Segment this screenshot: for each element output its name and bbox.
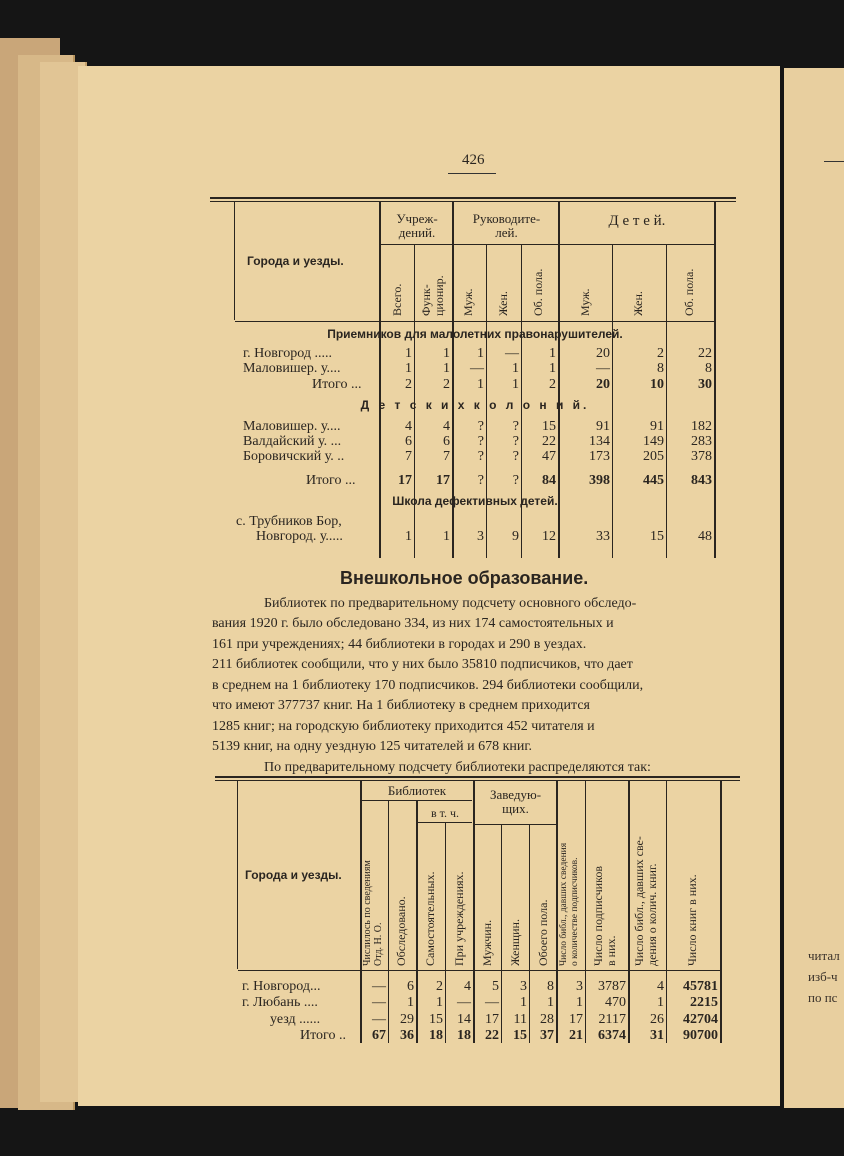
table2-row-name: Итого .. xyxy=(300,1028,346,1043)
table2-cell: 1 xyxy=(520,995,527,1010)
table1-cell: 33 xyxy=(596,529,610,544)
table1-cell: 1 xyxy=(405,529,412,544)
section-heading: Внешкольное образование. xyxy=(340,568,589,588)
table2-sub-header: Число подписчиков в них. xyxy=(591,866,618,966)
table2-cell: 28 xyxy=(540,1012,554,1027)
table2-cell: 15 xyxy=(513,1028,527,1043)
table1-sub-header: Жен. xyxy=(496,291,510,316)
table1-cell: ? xyxy=(512,419,519,434)
table1-cell: 9 xyxy=(512,529,519,544)
table2-cell: 17 xyxy=(485,1012,499,1027)
table2-cell: 36 xyxy=(400,1028,414,1043)
table1-cell: 48 xyxy=(698,529,712,544)
table1-cell: 2 xyxy=(443,377,450,392)
table2-cell: 1 xyxy=(576,995,583,1010)
table1-row-name: Маловишер. у.... xyxy=(243,419,341,434)
table2-cell: — xyxy=(372,995,386,1010)
right-page-text: изб-ч xyxy=(808,969,838,984)
paragraph-line: Библиотек по предварительному подсчету основного обследо- xyxy=(264,596,637,611)
table2-cell: 5 xyxy=(492,979,499,994)
table1-cell: 1 xyxy=(443,361,450,376)
table1-cell: 3 xyxy=(477,529,484,544)
table2-group-managers: Заведую- щих. xyxy=(489,787,542,816)
table1-cell: 8 xyxy=(705,361,712,376)
table2-cell: 3 xyxy=(576,979,583,994)
table1-cell: 7 xyxy=(405,449,412,464)
table2-row-name: г. Любань .... xyxy=(242,995,318,1010)
table1-cell: 22 xyxy=(698,346,712,361)
table2-row-name: уезд ...... xyxy=(270,1012,321,1027)
paragraph-line: 5139 книг, на одну уездную 125 читателей и 678 книг. xyxy=(212,739,533,754)
table2-cell: 1 xyxy=(407,995,414,1010)
right-page-text: по пс xyxy=(808,990,838,1005)
table1-cell: 6 xyxy=(443,434,450,449)
table1-cell: 134 xyxy=(589,434,610,449)
table2-cell: 18 xyxy=(429,1028,443,1043)
table1-cell: ? xyxy=(477,449,484,464)
table2-sub-header: Число книг в них. xyxy=(685,874,699,966)
table1-cell: 1 xyxy=(512,377,519,392)
table2-cell: 18 xyxy=(457,1028,471,1043)
table1-cell: 2 xyxy=(657,346,664,361)
table1-cell: 15 xyxy=(650,529,664,544)
table2-sub-header: Женщин. xyxy=(508,919,522,966)
table2-cell: 90700 xyxy=(683,1028,718,1043)
table1-cell: 4 xyxy=(405,419,412,434)
table1-group-institutions: Учреж- дений. xyxy=(396,211,438,240)
page-number-rule xyxy=(448,173,496,174)
table2-cell: 1 xyxy=(657,995,664,1010)
table1-cell: 378 xyxy=(691,449,712,464)
table2-sub-header: Число библ., давших све- дения о колич. книг. xyxy=(632,836,659,966)
table1-section-title: Д е т с к и х к о л о н и й. xyxy=(360,398,590,412)
table1-cell: 843 xyxy=(691,473,712,488)
table2-sub-header: Обоего пола. xyxy=(536,899,550,966)
table1-cell: 30 xyxy=(698,377,712,392)
table1-cell: 1 xyxy=(477,346,484,361)
table1-cell: 1 xyxy=(405,346,412,361)
table1-row-name: Итого ... xyxy=(306,473,356,488)
table2-sub-header: Обследовано. xyxy=(394,896,408,966)
paragraph-line: что имеют 377737 книг. На 1 библиотеку в среднем приходится xyxy=(212,698,590,713)
table1-sub-header: Муж. xyxy=(578,288,592,316)
table2-cell: 3787 xyxy=(598,979,626,994)
table1-cell: 2 xyxy=(549,377,556,392)
table1-col-head: Города и уезды. xyxy=(247,254,344,268)
table1-cell: 8 xyxy=(657,361,664,376)
table2-cell: 8 xyxy=(547,979,554,994)
table1-cell: 1 xyxy=(443,529,450,544)
table1-cell: 7 xyxy=(443,449,450,464)
table2-cell: 4 xyxy=(657,979,664,994)
right-page-text: читал xyxy=(808,948,840,963)
table1-cell: ? xyxy=(512,449,519,464)
paragraph-line: в среднем на 1 библиотеку 170 подписчиков. 294 библиотеки сообщили, xyxy=(212,678,644,693)
table1-cell: 283 xyxy=(691,434,712,449)
table1-cell: 22 xyxy=(542,434,556,449)
paragraph-line: 1285 книг; на городскую библиотеку приходится 452 читателя и xyxy=(212,719,595,734)
table1-cell: 17 xyxy=(398,473,412,488)
table1-group-children: Д е т е й. xyxy=(608,213,666,229)
table2-cell: 6 xyxy=(407,979,414,994)
table2-cell: 11 xyxy=(513,1012,527,1027)
table1-sub-header: Об. пола. xyxy=(531,268,545,316)
table2-cell: 21 xyxy=(569,1028,583,1043)
paragraph-line: вания 1920 г. было обследовано 334, из них 174 самостоятельных и xyxy=(212,616,614,631)
table1-cell: 445 xyxy=(643,473,664,488)
table2-cell: — xyxy=(485,995,499,1010)
table2-cell: 26 xyxy=(650,1012,664,1027)
table2-cell: 1 xyxy=(547,995,554,1010)
table2-cell: 4 xyxy=(464,979,471,994)
table2-cell: 2 xyxy=(436,979,443,994)
paragraph-line: 161 при учреждениях; 44 библиотеки в городах и 290 в уездах. xyxy=(212,637,587,652)
table2-cell: 45781 xyxy=(683,979,718,994)
table2-group-incl: в т. ч. xyxy=(430,806,460,820)
table1-sub-header: Об. пола. xyxy=(682,268,696,316)
table1-cell: 4 xyxy=(443,419,450,434)
table1-cell: 2 xyxy=(405,377,412,392)
table1-section-title: Приемников для малолетних правонарушителей. xyxy=(327,327,623,341)
table1-cell: 20 xyxy=(596,346,610,361)
table1-sub-header: Функ- ционир. xyxy=(419,275,446,316)
table2-cell: 2215 xyxy=(690,995,718,1010)
table1-cell: — xyxy=(470,361,484,376)
table1-cell: ? xyxy=(477,473,484,488)
table2-sub-header: Мужчин. xyxy=(480,919,494,966)
table1-sub-header: Всего. xyxy=(390,283,404,316)
table1-sub-header: Жен. xyxy=(631,291,645,316)
table1-cell: 12 xyxy=(542,529,556,544)
table1-cell: 173 xyxy=(589,449,610,464)
table2-cell: 2117 xyxy=(598,1012,626,1027)
table1-cell: 91 xyxy=(596,419,610,434)
table1-row-name: с. Трубников Бор, xyxy=(236,514,342,529)
table1-cell: 15 xyxy=(542,419,556,434)
table1-cell: 91 xyxy=(650,419,664,434)
table1-cell: ? xyxy=(512,434,519,449)
table2-cell: 1 xyxy=(436,995,443,1010)
table1-section-title: Школа дефективных детей. xyxy=(392,494,558,508)
intro-line: По предварительному подсчету библиотеки распределяются так: xyxy=(264,760,651,775)
table1-cell: 84 xyxy=(542,473,556,488)
table1-cell: 1 xyxy=(443,346,450,361)
table2-cell: 3 xyxy=(520,979,527,994)
table1-cell: 1 xyxy=(405,361,412,376)
table2-cell: — xyxy=(372,979,386,994)
right-page xyxy=(784,68,844,1108)
table1-cell: 1 xyxy=(549,346,556,361)
table2-sub-header: При учреждениях. xyxy=(452,871,466,966)
table1-cell: 20 xyxy=(596,377,610,392)
table1-row-name: Итого ... xyxy=(312,377,362,392)
table2-cell: 17 xyxy=(569,1012,583,1027)
table1-row-name: Новгород. у..... xyxy=(256,529,343,544)
table1-cell: 1 xyxy=(549,361,556,376)
table1-cell: — xyxy=(596,361,610,376)
table2-cell: — xyxy=(457,995,471,1010)
table2-cell: 31 xyxy=(650,1028,664,1043)
table2-col-head: Города и уезды. xyxy=(245,868,342,882)
table2-cell: — xyxy=(372,1012,386,1027)
table1-cell: 17 xyxy=(436,473,450,488)
table1-cell: 205 xyxy=(643,449,664,464)
table1-sub-header: Муж. xyxy=(461,288,475,316)
table1-cell: 1 xyxy=(477,377,484,392)
table2-group-libraries: Библиотек xyxy=(387,783,447,798)
table2-cell: 22 xyxy=(485,1028,499,1043)
table1-row-name: г. Новгород ..... xyxy=(243,346,332,361)
table2-sub-header: Числилось по сведениям Отд. Н. О. xyxy=(362,860,384,966)
table2-row-name: г. Новгород... xyxy=(242,979,321,994)
table2-cell: 29 xyxy=(400,1012,414,1027)
table1-cell: ? xyxy=(512,473,519,488)
table1-cell: 1 xyxy=(512,361,519,376)
table1-cell: 182 xyxy=(691,419,712,434)
table1-cell: ? xyxy=(477,434,484,449)
table1-cell: — xyxy=(505,346,519,361)
table2-cell: 14 xyxy=(457,1012,471,1027)
table2-cell: 37 xyxy=(540,1028,554,1043)
table1-cell: 47 xyxy=(542,449,556,464)
paragraph-line: 211 библиотек сообщили, что у них было 35810 подписчиков, что дает xyxy=(212,657,633,672)
table1-cell: 6 xyxy=(405,434,412,449)
table2-cell: 6374 xyxy=(598,1028,626,1043)
table2-cell: 470 xyxy=(605,995,626,1010)
table2-cell: 15 xyxy=(429,1012,443,1027)
table1-cell: 149 xyxy=(643,434,664,449)
table2-sub-header: Число библ., давших сведения о количестве подписчиков. xyxy=(559,842,580,966)
table1-cell: 398 xyxy=(589,473,610,488)
table1-row-name: Валдайский у. ... xyxy=(243,434,342,449)
page-number: 426 xyxy=(462,152,485,168)
table1-row-name: Маловишер. у.... xyxy=(243,361,341,376)
table2-sub-header: Самостоятельных. xyxy=(423,871,437,966)
table2-cell: 67 xyxy=(372,1028,386,1043)
table1-row-name: Боровичский у. .. xyxy=(243,449,345,464)
table1-cell: 10 xyxy=(650,377,664,392)
table1-group-leaders: Руководите- лей. xyxy=(472,211,541,240)
table1-cell: ? xyxy=(477,419,484,434)
table2-cell: 42704 xyxy=(683,1012,718,1027)
